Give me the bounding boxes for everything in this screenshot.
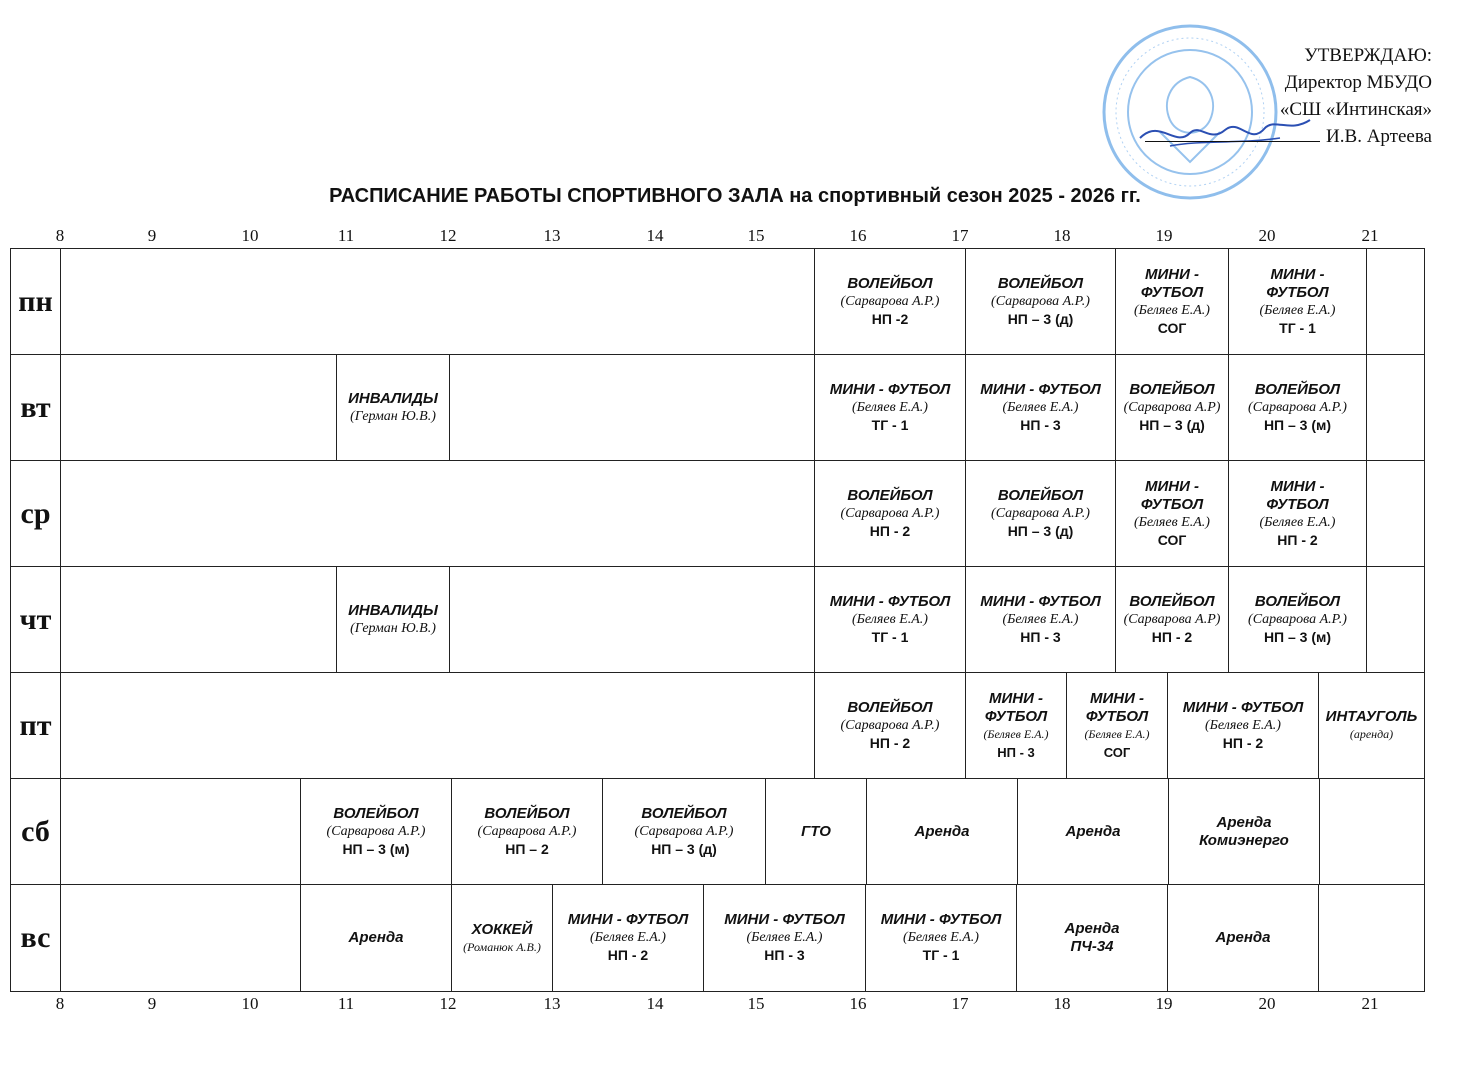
activity-name: МИНИ - ФУТБОЛ xyxy=(980,380,1101,398)
hour-label: 17 xyxy=(951,226,969,245)
coach-name: (Сарварова А.Р.) xyxy=(840,293,940,309)
schedule-slot xyxy=(814,461,965,566)
empty-slot xyxy=(1318,885,1424,991)
day-row xyxy=(11,567,1424,673)
hour-scale-bottom xyxy=(0,994,1470,1016)
coach-name: (Беляев Е.А.) xyxy=(852,611,928,627)
activity-name: МИНИ - ФУТБОЛ xyxy=(984,689,1048,725)
day-label: сб xyxy=(11,779,61,884)
coach-name: (Сарварова А.Р.) xyxy=(634,823,734,839)
day-row xyxy=(11,461,1424,567)
schedule-slot xyxy=(814,673,965,778)
day-label: вт xyxy=(11,355,61,460)
hour-label: 16 xyxy=(849,994,867,1013)
activity-name: МИНИ - ФУТБОЛ xyxy=(829,380,951,398)
coach-name: (Беляев Е.А.) xyxy=(852,399,928,415)
hour-label: 8 xyxy=(55,994,65,1013)
activity-name: МИНИ - ФУТБОЛ xyxy=(1182,698,1304,716)
schedule-slot xyxy=(1318,673,1424,778)
hour-label: 19 xyxy=(1155,226,1173,245)
coach-name: (Сарварова А.Р.) xyxy=(1248,611,1347,627)
coach-name: (Сарварова А.Р.) xyxy=(991,505,1090,521)
day-label: чт xyxy=(11,567,61,672)
hour-label: 11 xyxy=(337,994,355,1013)
hour-label: 18 xyxy=(1053,994,1071,1013)
coach-name: (Беляев Е.А.) xyxy=(1002,399,1079,415)
schedule-slot xyxy=(602,779,765,884)
group-name: НП – 3 (м) xyxy=(1263,628,1332,645)
approval-line-1: УТВЕРЖДАЮ: xyxy=(1304,45,1432,66)
coach-name: (Сарварова А.Р.) xyxy=(326,823,426,839)
day-row xyxy=(11,355,1424,461)
schedule-slot xyxy=(1167,673,1318,778)
activity-name: Аренда Комиэнерго xyxy=(1199,813,1289,849)
schedule-slot xyxy=(1115,461,1228,566)
group-name: НП – 3 (д) xyxy=(651,840,717,857)
coach-name: (Сарварова А.Р) xyxy=(1123,399,1221,415)
approval-line-4: И.В. Артеева xyxy=(1326,126,1432,147)
hour-label: 13 xyxy=(543,994,561,1013)
activity-name: ВОЛЕЙБОЛ xyxy=(997,486,1084,504)
schedule-slot xyxy=(965,673,1066,778)
activity-name: МИНИ - ФУТБОЛ xyxy=(980,592,1101,610)
schedule-slot xyxy=(814,249,965,354)
schedule-slot xyxy=(300,885,451,991)
group-name: ТГ - 1 xyxy=(1279,319,1316,336)
hour-label: 11 xyxy=(337,226,355,245)
activity-name: ВОЛЕЙБОЛ xyxy=(1129,592,1215,610)
day-row xyxy=(11,249,1424,355)
schedule-slot xyxy=(703,885,865,991)
activity-name: ИНВАЛИДЫ xyxy=(348,602,438,619)
group-name: НП -2 xyxy=(871,310,909,327)
coach-name: (Сарварова А.Р) xyxy=(1123,611,1221,627)
hour-label: 20 xyxy=(1258,994,1276,1013)
group-name: НП - 2 xyxy=(1222,734,1264,751)
activity-name: ИНТАУГОЛЬ xyxy=(1325,708,1418,725)
group-name: НП - 3 xyxy=(1020,416,1061,433)
activity-name: ВОЛЕЙБОЛ xyxy=(1254,380,1341,398)
schedule-slot xyxy=(865,885,1016,991)
empty-slot xyxy=(449,355,814,460)
empty-slot xyxy=(1366,567,1424,672)
hour-label: 17 xyxy=(951,994,969,1013)
activity-name: МИНИ - ФУТБОЛ xyxy=(880,911,1002,928)
coach-name: (Сарварова А.Р.) xyxy=(840,717,940,733)
coach-name: (Беляев Е.А.) xyxy=(1134,514,1210,530)
group-name: НП - 2 xyxy=(1151,628,1193,645)
hour-label: 14 xyxy=(646,226,664,245)
schedule-slot xyxy=(965,567,1115,672)
hour-label: 9 xyxy=(147,994,157,1013)
group-name: НП – 2 xyxy=(505,840,549,857)
activity-name: Аренда xyxy=(914,822,970,840)
coach-name: (Герман Ю.В.) xyxy=(350,621,436,636)
day-row xyxy=(11,885,1424,991)
hour-label: 13 xyxy=(543,226,561,245)
approval-block xyxy=(1145,42,1432,150)
coach-name: (Беляев Е.А.) xyxy=(1002,611,1079,627)
group-name: ТГ - 1 xyxy=(871,416,909,433)
approval-signatory xyxy=(1145,123,1432,150)
hour-label: 15 xyxy=(747,226,765,245)
group-name: НП – 3 (д) xyxy=(1007,522,1074,539)
activity-name: МИНИ - ФУТБОЛ xyxy=(829,592,951,610)
activity-name: ХОККЕЙ xyxy=(471,920,533,938)
activity-name: МИНИ - ФУТБОЛ xyxy=(1266,265,1329,301)
schedule-slot xyxy=(451,885,552,991)
activity-name: Аренда xyxy=(1065,822,1121,840)
activity-name: ВОЛЕЙБОЛ xyxy=(333,804,419,822)
coach-name: (Герман Ю.В.) xyxy=(350,409,436,424)
group-name: ТГ - 1 xyxy=(871,628,909,645)
activity-name: ВОЛЕЙБОЛ xyxy=(847,698,933,716)
schedule-slot xyxy=(1115,567,1228,672)
schedule-slot xyxy=(1017,779,1168,884)
day-label: ср xyxy=(11,461,61,566)
group-name: НП - 2 xyxy=(1277,531,1318,548)
hour-label: 8 xyxy=(55,226,65,245)
schedule-slot xyxy=(1228,355,1366,460)
coach-name: (Беляев Е.А.) xyxy=(1084,726,1150,741)
activity-name: Аренда xyxy=(1215,929,1271,946)
group-name: СОГ xyxy=(1157,531,1187,548)
activity-name: ВОЛЕЙБОЛ xyxy=(1254,592,1341,610)
empty-slot xyxy=(1366,461,1424,566)
day-label: вс xyxy=(11,885,61,991)
activity-name: ГТО xyxy=(801,822,831,840)
empty-slot xyxy=(1366,355,1424,460)
activity-name: ВОЛЕЙБОЛ xyxy=(997,274,1084,292)
hour-label: 21 xyxy=(1361,994,1379,1013)
empty-slot xyxy=(1319,779,1424,884)
schedule-slot xyxy=(1016,885,1167,991)
schedule-slot xyxy=(765,779,866,884)
coach-name: (Беляев Е.А.) xyxy=(983,726,1049,741)
schedule-slot xyxy=(814,355,965,460)
coach-name: (аренда) xyxy=(1349,727,1394,741)
coach-name: (Сарварова А.Р.) xyxy=(991,293,1090,309)
day-row xyxy=(11,673,1424,779)
activity-name: ВОЛЕЙБОЛ xyxy=(641,804,727,822)
hour-label: 9 xyxy=(147,226,157,245)
coach-name: (Сарварова А.Р.) xyxy=(840,505,940,521)
coach-name: (Сарварова А.Р.) xyxy=(1248,399,1347,415)
hour-label: 20 xyxy=(1258,226,1276,245)
schedule-slot xyxy=(1115,355,1228,460)
activity-name: ВОЛЕЙБОЛ xyxy=(1129,380,1215,398)
hour-label: 12 xyxy=(439,226,457,245)
coach-name: (Беляев Е.А.) xyxy=(1205,717,1281,733)
activity-name: МИНИ - ФУТБОЛ xyxy=(724,911,845,928)
schedule-slot xyxy=(300,779,451,884)
schedule-slot xyxy=(1066,673,1167,778)
group-name: НП - 2 xyxy=(869,522,911,539)
approval-line-3: «СШ «Интинская» xyxy=(1279,99,1432,120)
activity-name: ВОЛЕЙБОЛ xyxy=(847,274,933,292)
hour-label: 10 xyxy=(241,226,259,245)
group-name: ТГ - 1 xyxy=(922,947,960,963)
group-name: НП – 3 (м) xyxy=(1263,416,1332,433)
schedule-slot xyxy=(814,567,965,672)
activity-name: ВОЛЕЙБОЛ xyxy=(484,804,570,822)
coach-name: (Беляев Е.А.) xyxy=(903,930,979,945)
group-name: НП - 3 xyxy=(764,947,805,963)
approval-line-2: Директор МБУДО xyxy=(1284,72,1432,93)
empty-slot xyxy=(1366,249,1424,354)
hour-label: 18 xyxy=(1053,226,1071,245)
schedule-slot xyxy=(336,567,449,672)
coach-name: (Беляев Е.А.) xyxy=(746,930,823,945)
hour-scale-top xyxy=(0,226,1470,248)
hour-label: 19 xyxy=(1155,994,1173,1013)
activity-name: МИНИ - ФУТБОЛ xyxy=(1140,477,1204,513)
group-name: НП - 2 xyxy=(607,947,649,963)
group-name: НП – 3 (м) xyxy=(342,840,410,857)
coach-name: (Беляев Е.А.) xyxy=(1134,302,1210,318)
activity-name: МИНИ - ФУТБОЛ xyxy=(1266,477,1329,513)
schedule-slot xyxy=(1115,249,1228,354)
activity-name: МИНИ - ФУТБОЛ xyxy=(1140,265,1204,301)
activity-name: МИНИ - ФУТБОЛ xyxy=(1085,689,1149,725)
schedule-slot xyxy=(1228,567,1366,672)
hour-label: 14 xyxy=(646,994,664,1013)
group-name: СОГ xyxy=(1157,319,1187,336)
schedule-slot xyxy=(965,249,1115,354)
schedule-slot xyxy=(336,355,449,460)
schedule-slot xyxy=(451,779,602,884)
activity-name: ВОЛЕЙБОЛ xyxy=(847,486,933,504)
schedule-slot xyxy=(866,779,1017,884)
day-label: пн xyxy=(11,249,61,354)
group-name: НП - 3 xyxy=(1020,628,1061,645)
day-label: пт xyxy=(11,673,61,778)
empty-slot xyxy=(449,567,814,672)
coach-name: (Беляев Е.А.) xyxy=(590,930,666,945)
hour-label: 15 xyxy=(747,994,765,1013)
day-row xyxy=(11,779,1424,885)
hour-label: 10 xyxy=(241,994,259,1013)
schedule-slot xyxy=(1228,461,1366,566)
page-title: РАСПИСАНИЕ РАБОТЫ СПОРТИВНОГО ЗАЛА на спортивный сезон 2025 - 2026 гг. xyxy=(329,185,1141,207)
schedule-slot xyxy=(965,461,1115,566)
hour-label: 16 xyxy=(849,226,867,245)
schedule-grid xyxy=(10,248,1425,992)
schedule-slot xyxy=(552,885,703,991)
activity-name: МИНИ - ФУТБОЛ xyxy=(567,911,689,928)
activity-name: ИНВАЛИДЫ xyxy=(348,390,438,407)
group-name: НП – 3 (д) xyxy=(1007,310,1074,327)
coach-name: (Беляев Е.А.) xyxy=(1259,302,1336,318)
activity-name: Аренда xyxy=(348,929,404,946)
activity-name: Аренда ПЧ-34 xyxy=(1064,920,1120,955)
hour-label: 12 xyxy=(439,994,457,1013)
coach-name: (Романюк А.В.) xyxy=(463,939,541,954)
schedule-slot xyxy=(1228,249,1366,354)
schedule-slot xyxy=(1167,885,1318,991)
group-name: СОГ xyxy=(1103,744,1131,760)
coach-name: (Сарварова А.Р.) xyxy=(477,823,577,839)
schedule-slot xyxy=(965,355,1115,460)
signature-line xyxy=(1145,123,1320,142)
hour-label: 21 xyxy=(1361,226,1379,245)
group-name: НП - 2 xyxy=(869,734,911,751)
group-name: НП – 3 (д) xyxy=(1139,416,1205,433)
schedule-slot xyxy=(1168,779,1319,884)
group-name: НП - 3 xyxy=(997,744,1035,760)
coach-name: (Беляев Е.А.) xyxy=(1259,514,1336,530)
